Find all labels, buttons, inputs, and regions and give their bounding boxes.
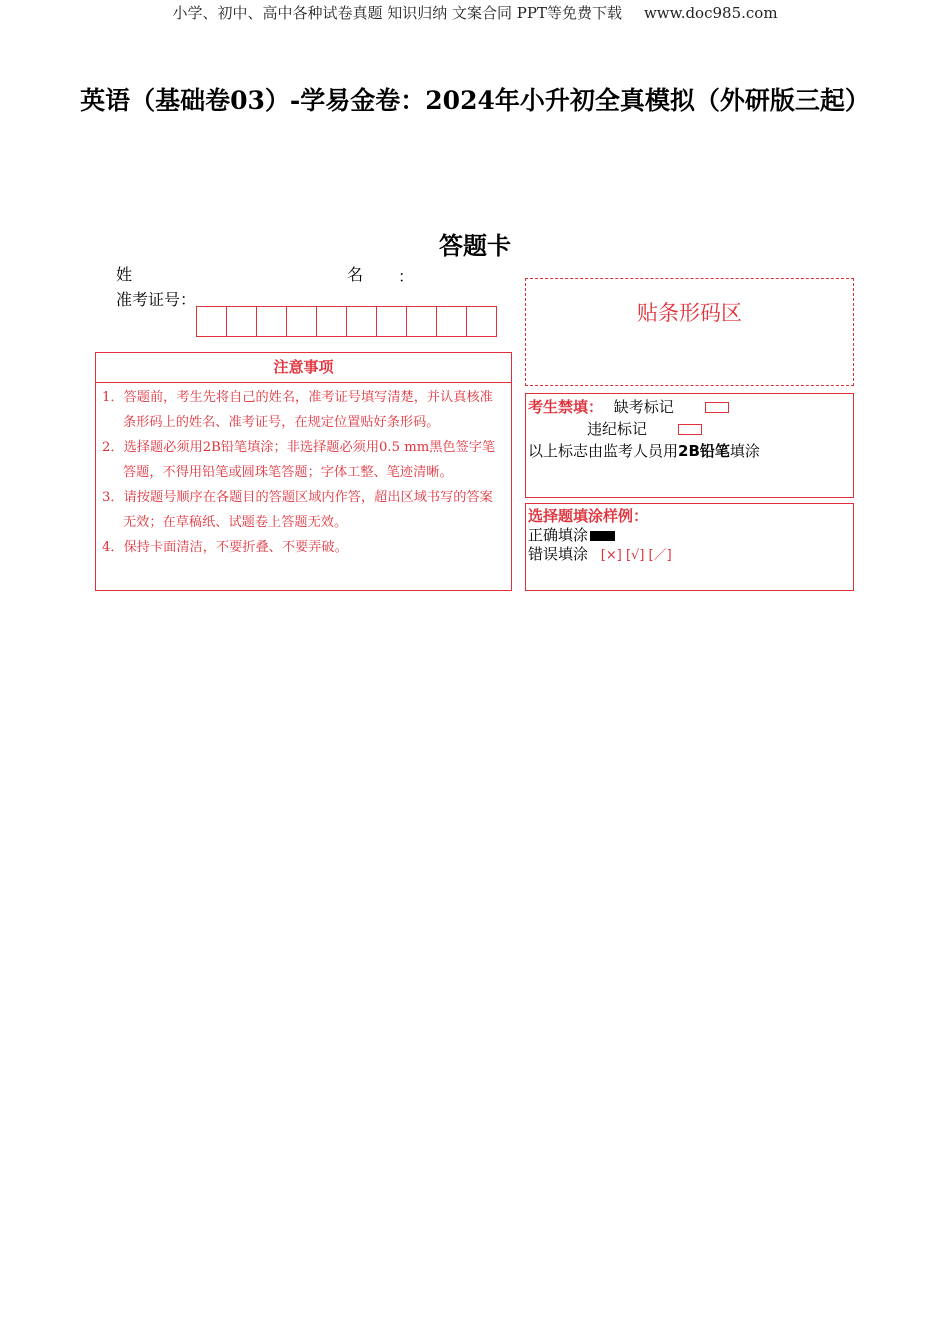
- notice-item: 4．保持卡面清洁，不要折叠、不要弄破。: [102, 540, 348, 555]
- notice-heading: 注意事项: [95, 352, 512, 383]
- header-text: 小学、初中、高中各种试卷真题 知识归纳 文案合同 PPT等免费下载: [172, 4, 622, 22]
- id-digit-box[interactable]: [257, 307, 287, 336]
- wrong-fill-samples: [×] [√] [／]: [600, 548, 672, 563]
- forbid-label: 考生禁填：: [528, 398, 604, 416]
- forbid-box: [525, 393, 854, 498]
- wrong-label: 错误填涂: [528, 545, 589, 563]
- barcode-label: 贴条形码区: [637, 301, 742, 325]
- id-digit-box[interactable]: [437, 307, 467, 336]
- page-header: [0, 2, 950, 23]
- id-digit-box[interactable]: [227, 307, 257, 336]
- id-digit-box[interactable]: [197, 307, 227, 336]
- notice-item: 2．选择题必须用2B铅笔填涂；非选择题必须用0.5 mm黑色签字笔答题，不得用铅笔或圆珠笔答题；字体工整、笔迹清晰。: [102, 440, 496, 480]
- violation-label: 违纪标记: [587, 420, 648, 438]
- id-digit-box[interactable]: [347, 307, 377, 336]
- id-label: 准考证号：: [116, 290, 197, 309]
- correct-label: 正确填涂: [528, 526, 589, 544]
- notice-item: 3．请按题号顺序在各题目的答题区域内作答，超出区域书写的答案无效；在草稿纸、试题卷上答题无效。: [102, 490, 493, 530]
- forbid-note-post: 填涂: [729, 442, 760, 460]
- absent-label: 缺考标记: [613, 398, 674, 416]
- card-subtitle: 答题卡: [439, 231, 511, 260]
- forbid-note-bold: 2B铅笔: [678, 442, 730, 460]
- name-colon: ：: [398, 267, 415, 286]
- header-site: www.doc985.com: [643, 4, 778, 22]
- barcode-area: [525, 278, 854, 386]
- correct-fill-sample: [590, 531, 615, 541]
- id-digit-box[interactable]: [467, 307, 496, 336]
- id-digit-box[interactable]: [317, 307, 347, 336]
- forbid-note-pre: 以上标志由监考人员用: [528, 442, 679, 460]
- sample-box: [525, 503, 854, 591]
- id-digit-box[interactable]: [377, 307, 407, 336]
- sample-label: 选择题填涂样例：: [528, 507, 649, 525]
- id-digit-box[interactable]: [287, 307, 317, 336]
- violation-mark-box[interactable]: [678, 424, 702, 435]
- notice-body: [95, 382, 512, 591]
- name-label-2: 名: [347, 265, 364, 284]
- id-number-boxes[interactable]: [196, 306, 497, 337]
- notice-item: 1．答题前，考生先将自己的姓名，准考证号填写清楚，并认真核准条形码上的姓名、准考证号，在规定位置贴好条形码。: [102, 390, 493, 430]
- id-digit-box[interactable]: [407, 307, 437, 336]
- name-label-1: 姓: [116, 265, 133, 284]
- absent-mark-box[interactable]: [705, 402, 729, 413]
- page-title: 英语（基础卷03）-学易金卷：2024年小升初全真模拟（外研版三起）: [80, 86, 870, 115]
